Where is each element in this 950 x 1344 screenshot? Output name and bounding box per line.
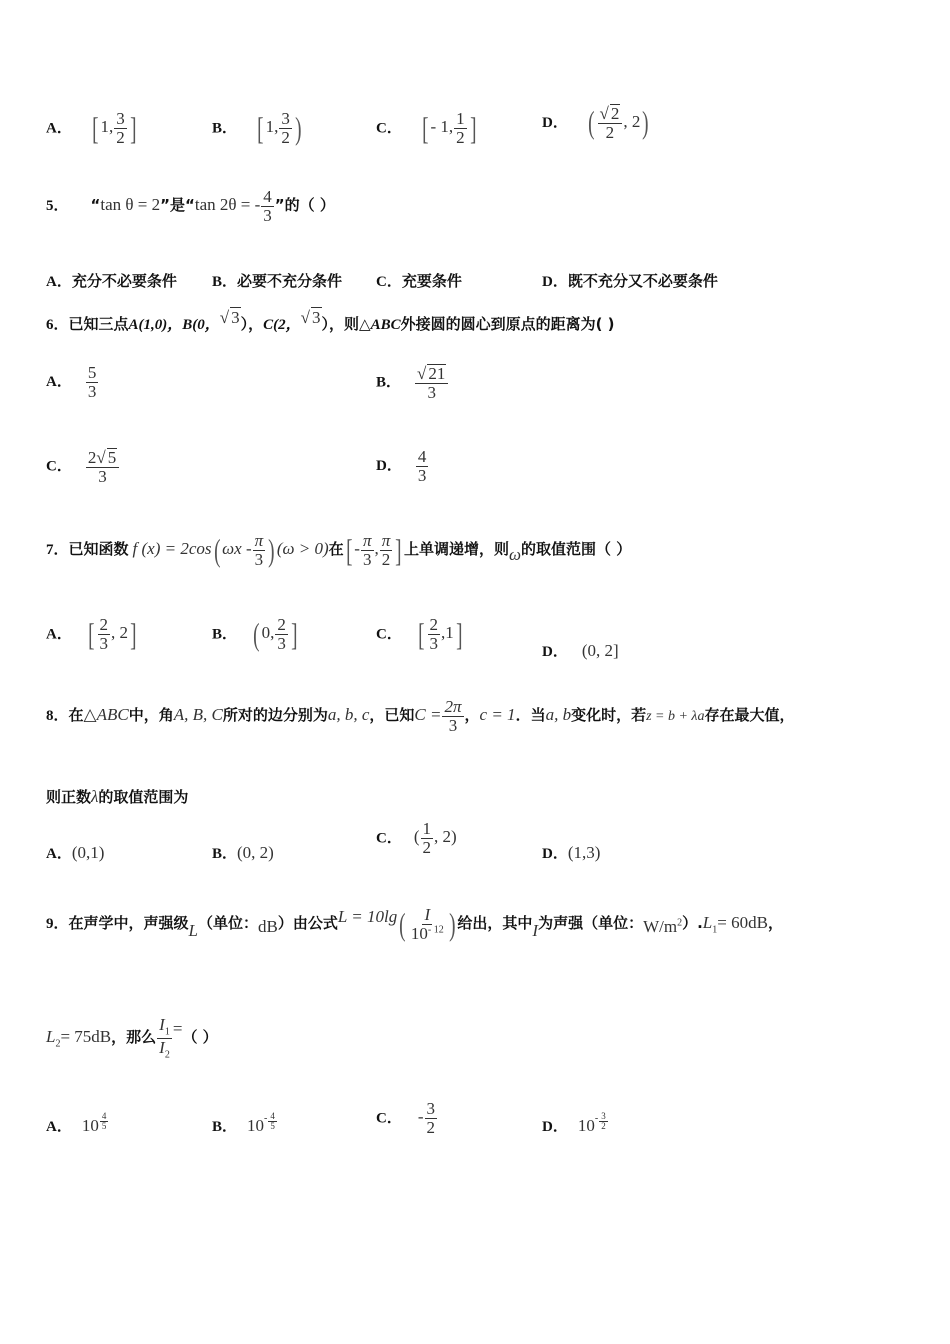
q9-option-a: A． 10 $\frac{4}{5}$ [46, 1111, 107, 1135]
question-number: 7． [46, 542, 69, 559]
q9-option-d: D． 10- $\frac{3}{2}$ [542, 1111, 606, 1135]
q4-option-d: D． ( $\frac{√ 2}{2}$ , 2) [542, 104, 649, 142]
option-label: B． [212, 120, 238, 137]
q8-option-a: A．(0,1) [46, 843, 105, 862]
question-number: 9． [46, 916, 69, 933]
q8-option-d: D．(1,3) [542, 843, 601, 862]
question-8-line2: 则正数λ的取值范围为 [46, 787, 189, 806]
q8-option-c: C． ( $\frac{1}{2}$ , 2) [376, 819, 457, 857]
question-number: 6． [46, 317, 69, 333]
question-5: 5． “tan θ = 2”是“tan 2θ = - $\frac{4}{3}$ ”的（ ） [46, 187, 335, 225]
q7-option-d: D． (0, 2] [542, 641, 619, 660]
q8-option-b: B．(0, 2) [212, 843, 274, 862]
question-9-line2: $L_2= 75dB$，那么 $\frac{I_1}{I_2}$ =（ ） [46, 1015, 218, 1061]
q6-option-c: C． $\frac{2√ 5}{3}$ [46, 448, 120, 486]
question-9: 9．在声学中，声强级L（单位：dB）由公式L = 10lg( $\frac{I}{10^{- 12}}$ ) 给出，其中I为声强（单位：$W/m^2).L_1= 60dB$， [46, 905, 783, 943]
q9-option-b: B． 10- $\frac{4}{5}$ [212, 1111, 275, 1135]
option-label: C． [376, 120, 402, 137]
option-label: A． [46, 120, 72, 137]
q5-option-d: D．既不充分又不必要条件 [542, 272, 718, 290]
q5-option-b: B．必要不充分条件 [212, 272, 343, 290]
q9-option-c: C． - $\frac{3}{2}$ [376, 1099, 436, 1137]
q6-option-d: D． $\frac{4}{3}$ [376, 447, 427, 485]
question-number: 5． [46, 198, 69, 215]
q7-option-a: A． [ $\frac{2}{3}$ , 2] [46, 615, 137, 653]
q4-option-c: C． [ - 1, $\frac{1}{2}$ ] [376, 109, 477, 147]
q6-option-b: B． $\frac{√ 21}{3}$ [376, 364, 449, 402]
question-number: 8． [46, 708, 69, 725]
q7-option-b: B． ( 0, $\frac{2}{3}$ ] [212, 615, 298, 653]
q7-option-c: C． [ $\frac{2}{3}$ ,1] [376, 615, 463, 653]
q4-option-a: A． [ 1, $\frac{3}{2}$ ] [46, 109, 137, 147]
question-8: 8．在△ABC中，角A, B, C所对的边分别为a, b, c，已知C = $\frac{2\pi}{3}$ ，c = 1．当a, b变化时，若z = b + λa存在最大值， [46, 697, 795, 735]
q6-option-a: A． $\frac{5}{3}$ [46, 363, 97, 401]
q5-option-c: C．充要条件 [376, 272, 462, 290]
option-label: D． [542, 114, 568, 131]
question-7: 7．已知函数 f (x) = 2cos( ωx - $\frac{\pi}{3}$ ) (ω > 0)在[ - $\frac{\pi}{3}$ , $\frac{\pi}{2}$ ] 上单调递增，则ω的取值范围（ ） [46, 531, 632, 569]
q4-option-b: B． [ 1, $\frac{3}{2}$ ) [212, 109, 302, 147]
q5-option-a: A．充分不必要条件 [46, 272, 177, 290]
question-6: 6．已知三点A(1,0)，B(0，√ 3），C(2，√ 3），则△ABC外接圆的圆心到原点的距离为( ) [46, 308, 615, 333]
